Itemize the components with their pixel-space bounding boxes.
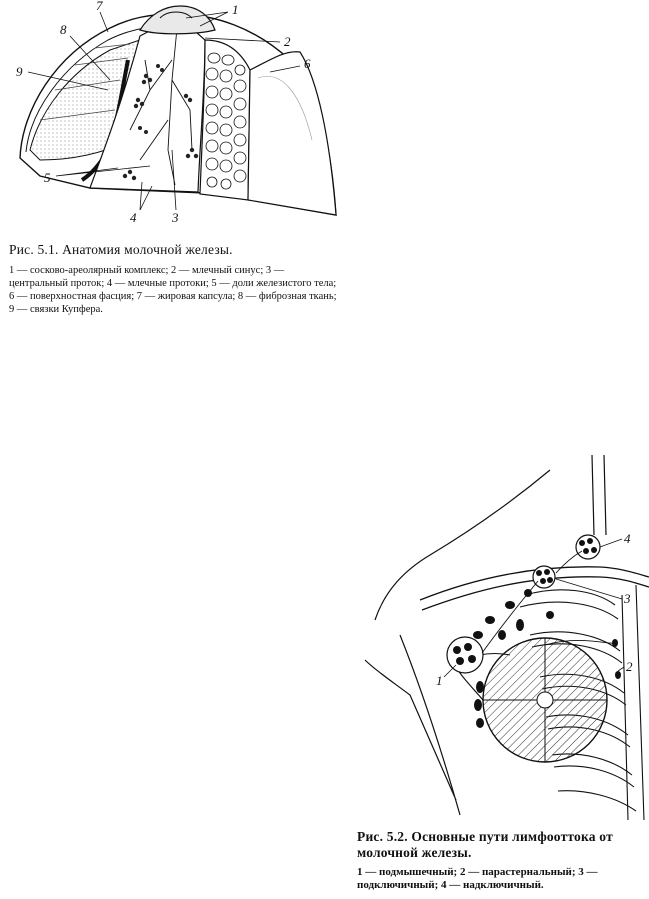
figure1-caption-title: Рис. 5.1. Анатомия молочной железы. bbox=[9, 242, 233, 257]
fig1-label-8: 8 bbox=[60, 22, 67, 37]
fig1-label-6: 6 bbox=[304, 56, 311, 71]
lymph-drainage-illustration bbox=[360, 455, 649, 820]
fig2-label-1: 1 bbox=[436, 673, 443, 688]
figure2-caption-text: 1 — подмышечный; 2 — парастернальный; 3 — подключичный; 4 — надключичный. bbox=[357, 866, 598, 891]
fig1-label-5: 5 bbox=[44, 170, 51, 185]
fig1-label-7: 7 bbox=[96, 0, 103, 13]
fig2-label-2: 2 bbox=[626, 659, 633, 674]
figure-breast-anatomy bbox=[0, 0, 360, 240]
fig1-label-4: 4 bbox=[130, 210, 137, 225]
figure-lymph-drainage bbox=[360, 455, 649, 820]
breast-anatomy-illustration bbox=[0, 0, 360, 240]
fig1-label-3: 3 bbox=[172, 210, 179, 225]
fig1-label-1: 1 bbox=[232, 2, 239, 17]
figure2-caption-title: Рис. 5.2. Основные пути лимфооттока от молочной железы. bbox=[357, 829, 613, 860]
fig2-label-4: 4 bbox=[624, 531, 631, 546]
fig1-label-2: 2 bbox=[284, 34, 291, 49]
fig2-label-3: 3 bbox=[624, 591, 631, 606]
figure1-caption-text: 1 — сосково-ареолярный комплекс; 2 — млечный синус; 3 — центральный проток; 4 — млечные протоки; 5 — доли железистого тела; 6 — поверхностная фасция; 7 — жировая капсула; 8 — фиброзная ткань; 9 — связки Купфера. bbox=[9, 265, 337, 315]
fig1-label-9: 9 bbox=[16, 64, 23, 79]
